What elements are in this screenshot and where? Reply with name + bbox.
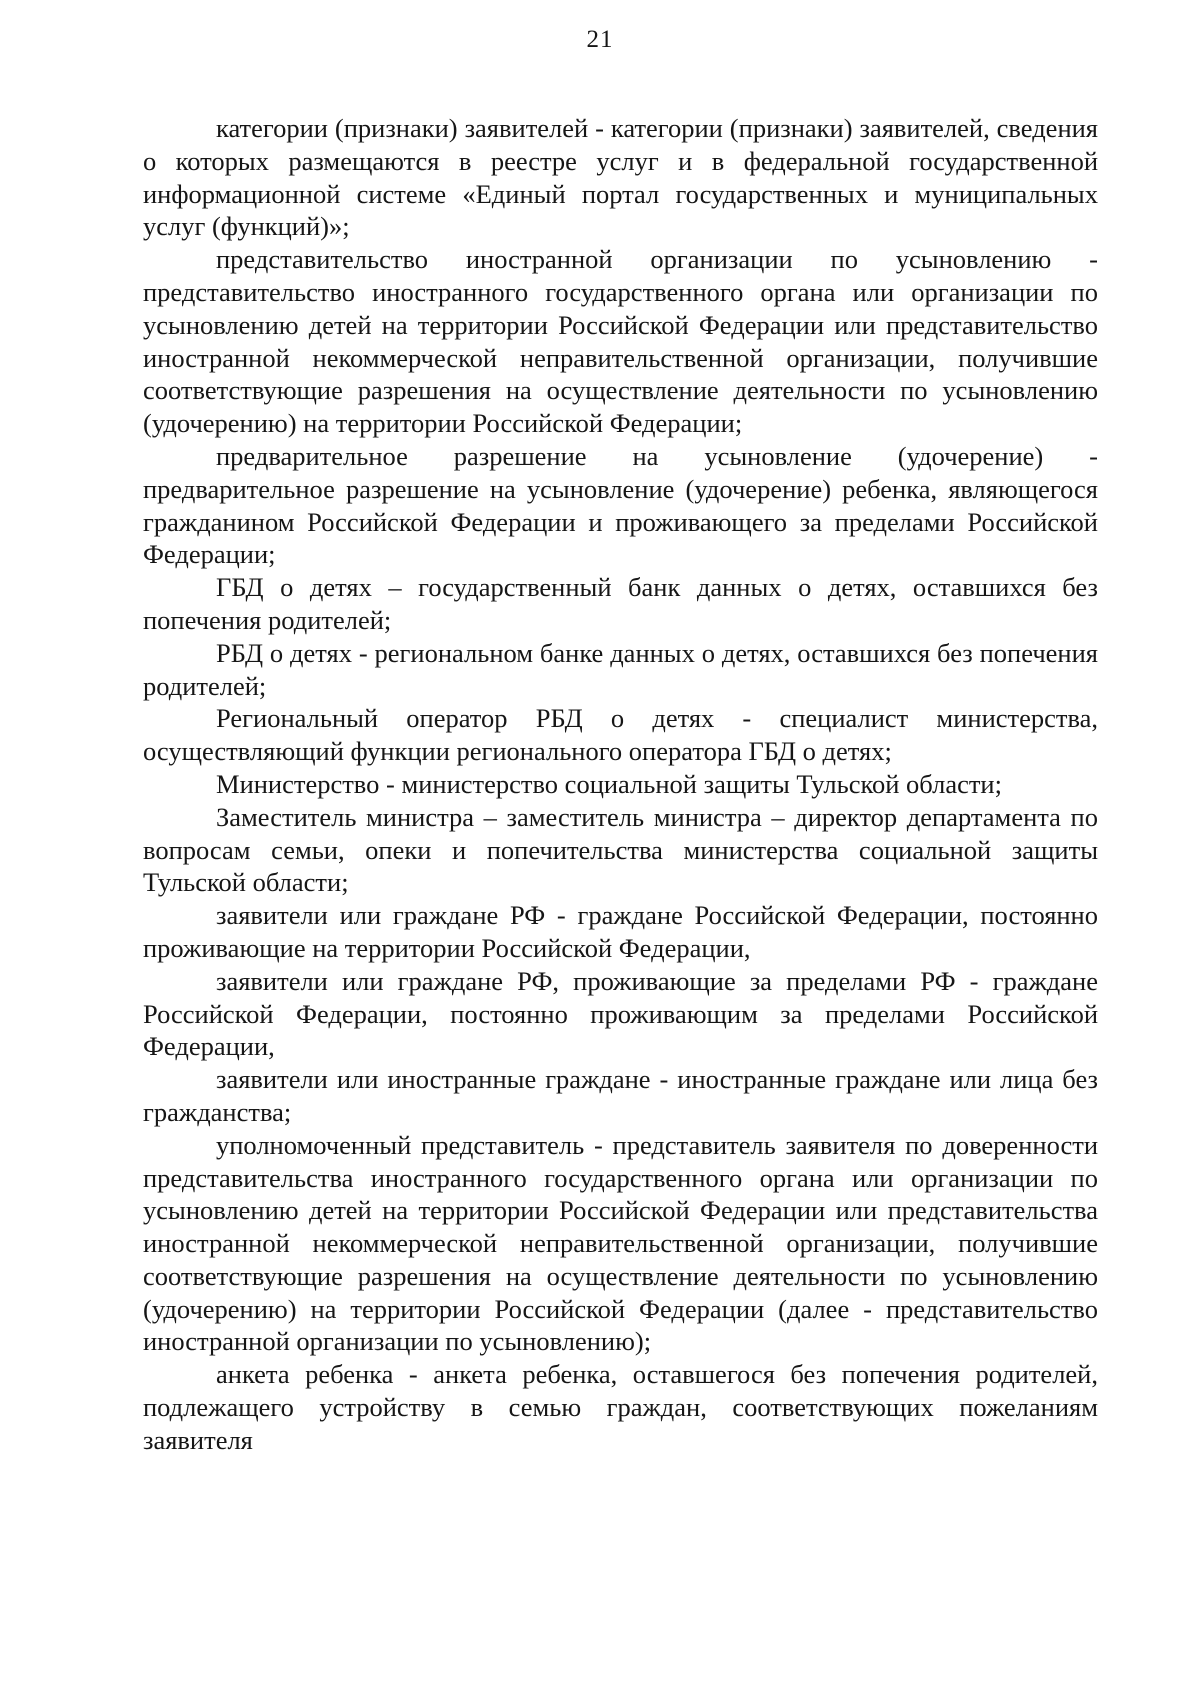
- definition-paragraph: представительство иностранной организации по усыновлению - представительство иностранного государственного органа или организации по усыновлению детей на территории Российской Федерации или представительство иностранной некоммерческой неправительственной организации, получившие соответствующие разрешения на осуществление деятельности по усыновлению (удочерению) на территории Российской Федерации;: [143, 244, 1098, 439]
- document-body: [143, 112, 1098, 1457]
- definition-paragraph: РБД о детях - региональном банке данных о детях, оставшихся без попечения родителей;: [143, 637, 1098, 701]
- definition-paragraph: анкета ребенка - анкета ребенка, оставшегося без попечения родителей, подлежащего устройству в семью граждан, соответствующих пожеланиям заявителя: [143, 1359, 1098, 1455]
- definition-paragraph: ГБД о детях – государственный банк данных о детях, оставшихся без попечения родителей;: [143, 572, 1098, 635]
- definition-paragraph: Региональный оператор РБД о детях - специалист министерства, осуществляющий функции регионального оператора ГБД о детях;: [143, 703, 1098, 767]
- page-number: 21: [586, 26, 614, 53]
- definition-paragraph: Заместитель министра – заместитель министра – директор департамента по вопросам семьи, опеки и попечительства министерства социальной защиты Тульской области;: [143, 801, 1098, 898]
- definition-paragraph: предварительное разрешение на усыновление (удочерение) - предварительное разрешение на усыновление (удочерение) ребенка, являющегося гражданином Российской Федерации и проживающего за пределами Российской Федерации;: [143, 440, 1098, 570]
- definition-paragraph: заявители или иностранные граждане - иностранные граждане или лица без гражданства;: [143, 1064, 1098, 1127]
- definition-paragraph: категории (признаки) заявителей - категории (признаки) заявителей, сведения о которых размещаются в реестре услуг и в федеральной государственной информационной системе «Единый портал государственных и муниципальных услуг (функций)»;: [143, 113, 1098, 242]
- definition-paragraph: заявители или граждане РФ, проживающие за пределами РФ - граждане Российской Федерации, постоянно проживающим за пределами Российской Федерации,: [143, 965, 1098, 1062]
- definition-paragraph: заявители или граждане РФ - граждане Российской Федерации, постоянно проживающие на территории Российской Федерации,: [143, 900, 1098, 963]
- definition-paragraph: Министерство - министерство социальной защиты Тульской области;: [216, 768, 1002, 799]
- definition-paragraph: уполномоченный представитель - представитель заявителя по доверенности представительства иностранного государственного органа или организации по усыновлению детей на территории Российской Федерации или представительства иностранной некоммерческой неправительственной организации, получившие соответствующие разрешения на осуществление деятельности по усыновлению (удочерению) на территории Российской Федерации (далее - представительство иностранной организации по усыновлению);: [143, 1129, 1098, 1357]
